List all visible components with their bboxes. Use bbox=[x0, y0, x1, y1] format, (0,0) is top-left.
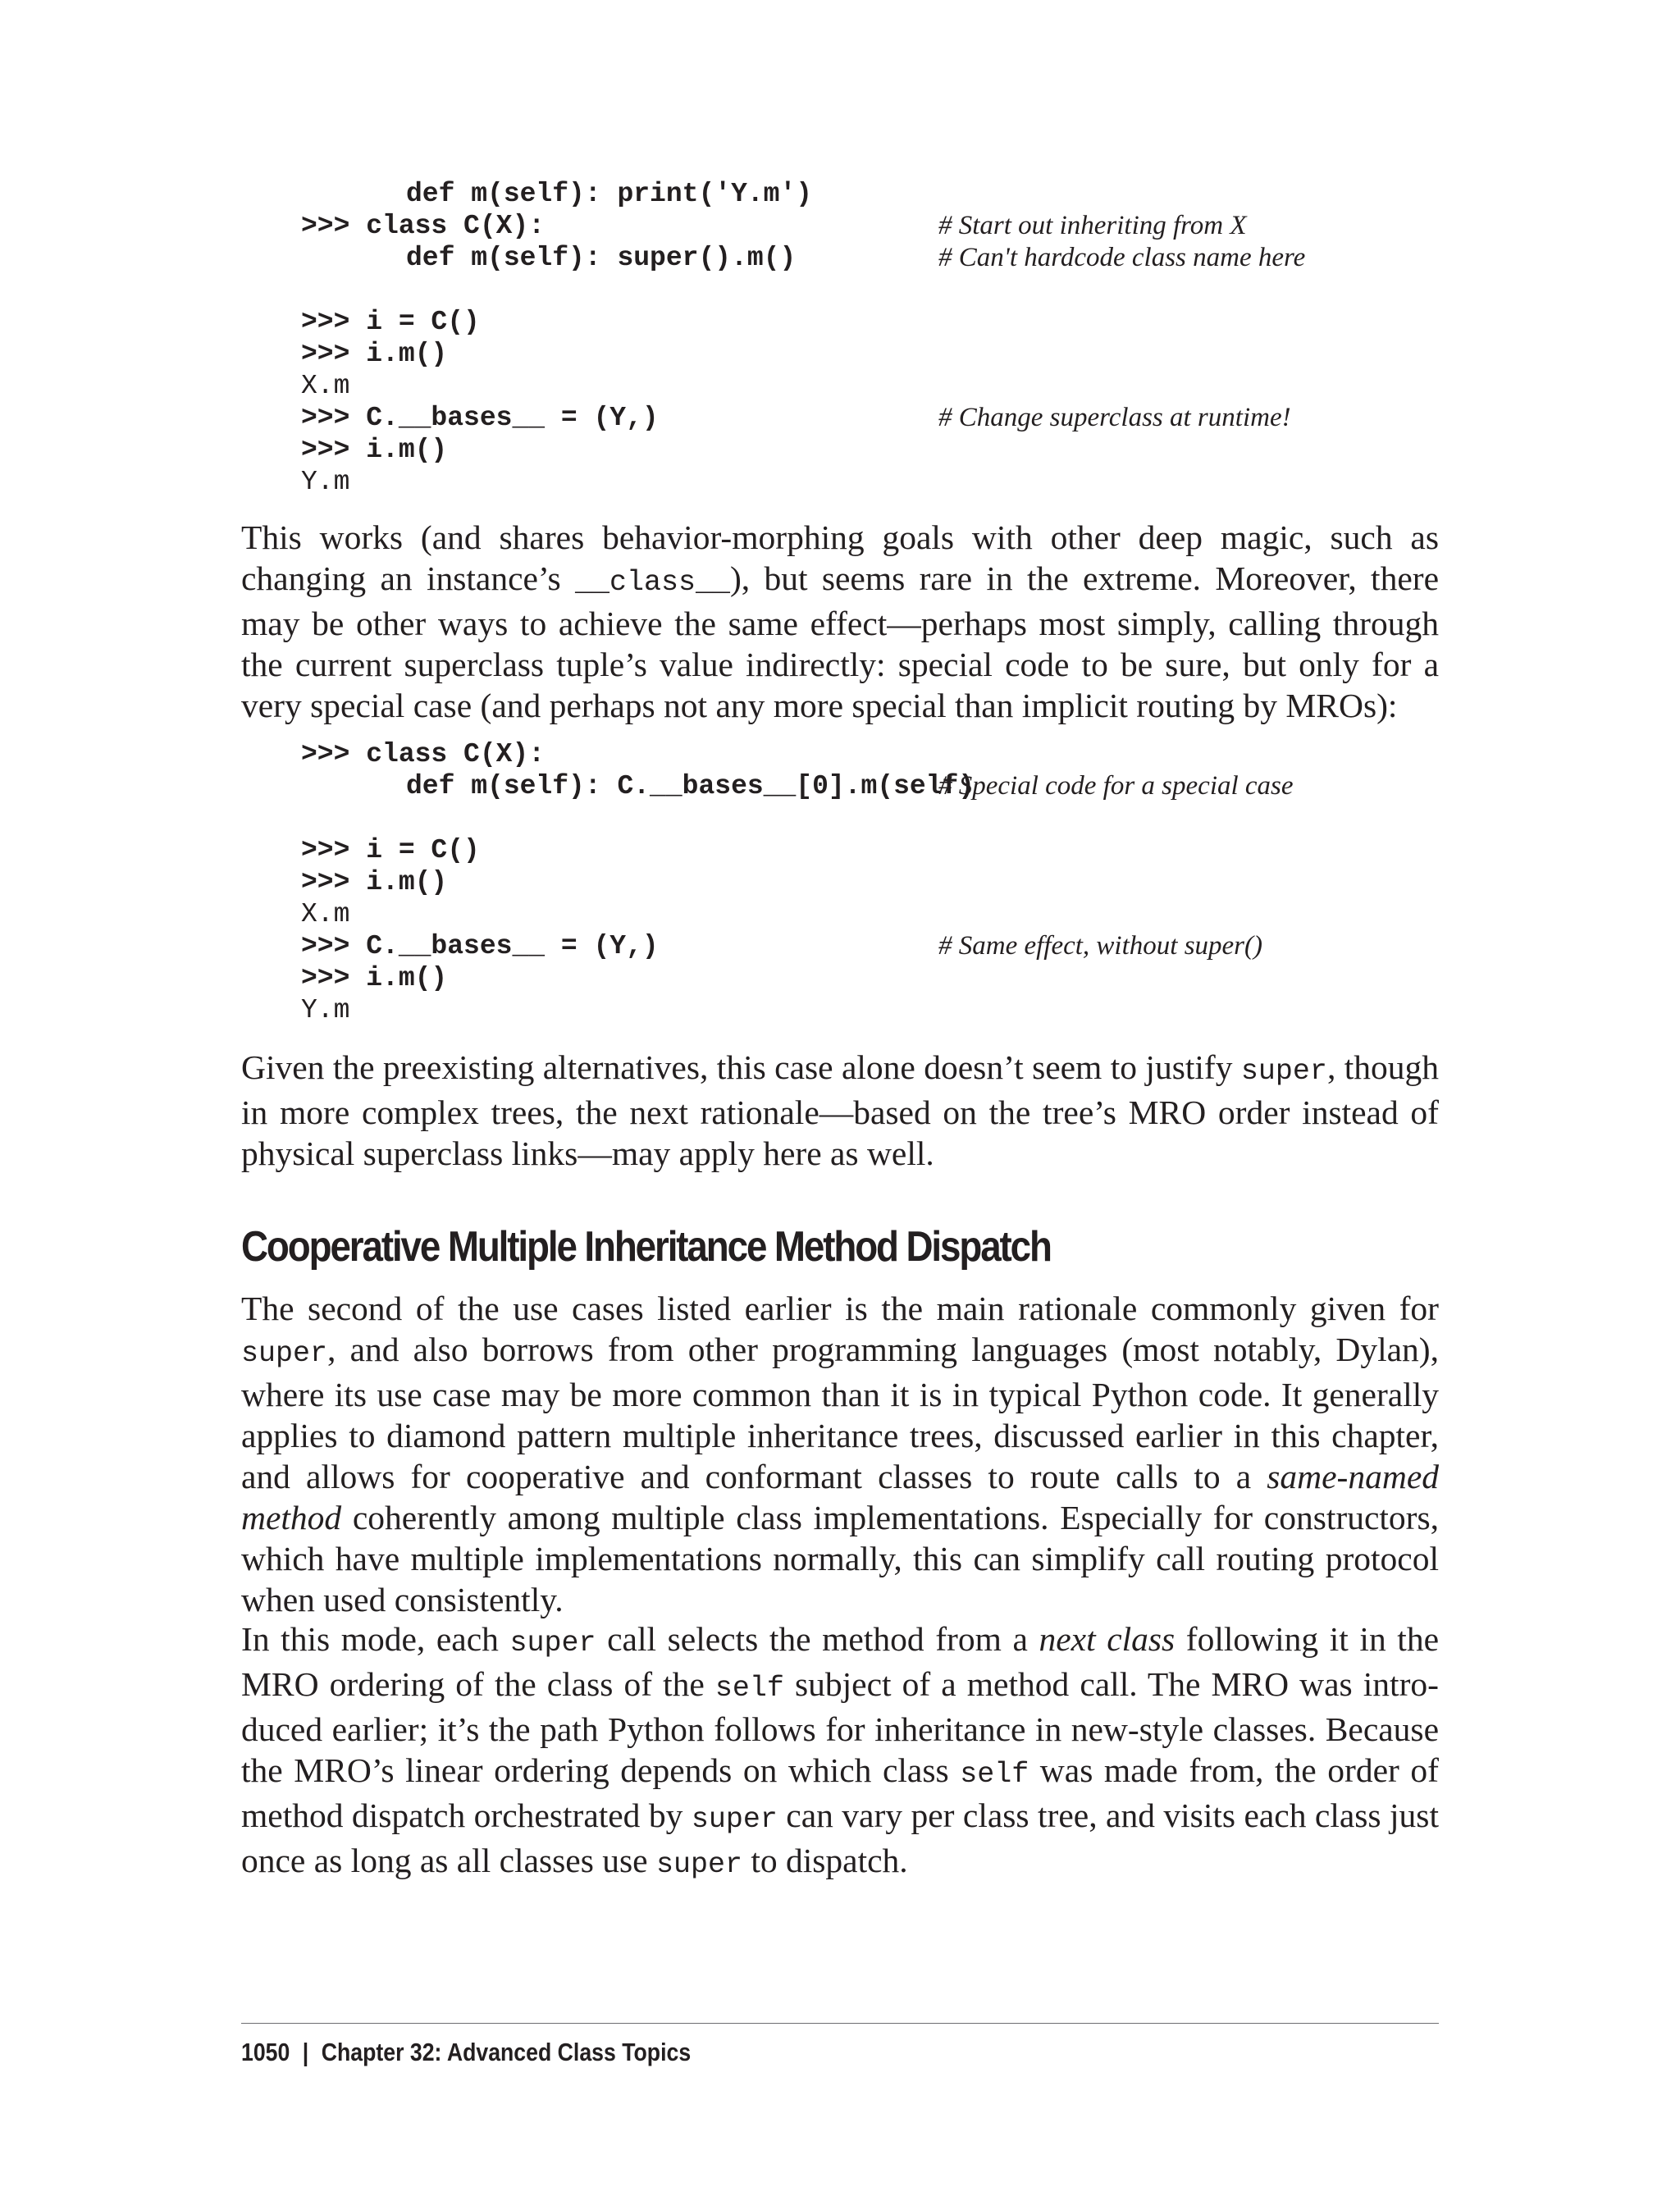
paragraph-1 bbox=[241, 517, 1439, 726]
code-text: def m(self): print('Y.m') bbox=[406, 179, 813, 209]
code-line bbox=[301, 434, 1449, 466]
text-run: call selects the method from a bbox=[596, 1620, 1039, 1658]
code-text: Y.m bbox=[301, 467, 350, 497]
code-comment: # Start out inheriting from X bbox=[938, 211, 1247, 240]
code-line bbox=[301, 866, 1449, 898]
code-text: >>> i.m() bbox=[301, 339, 448, 369]
paragraph-2 bbox=[241, 1047, 1439, 1174]
code-line bbox=[301, 738, 1449, 770]
text-run: to dispatch. bbox=[742, 1842, 908, 1879]
text-run: This works (and shares behavior-morphing goals with other deep magic, such as changing an instance’s bbox=[241, 518, 1439, 597]
section-heading: Cooperative Multiple Inheritance Method Dispatch bbox=[241, 1223, 1051, 1271]
inline-code: __class__ bbox=[574, 566, 730, 599]
code-text: >>> C.__bases__ = (Y,) bbox=[301, 931, 659, 961]
code-line bbox=[301, 898, 1449, 930]
code-text: >>> C.__bases__ = (Y,) bbox=[301, 403, 659, 433]
text-run: was made from, the order of method dispatch orchestrated by bbox=[241, 1751, 1439, 1834]
text-run: Given the preexisting alternatives, this case alone doesn’t seem to justify bbox=[241, 1048, 1241, 1086]
code-line bbox=[301, 466, 1449, 498]
page-footer bbox=[241, 2038, 691, 2067]
code-line bbox=[301, 402, 1449, 434]
text-run: coherently among multiple class implementations. Especially for constructors, which have multiple implementations normally, this can simplify call routing protocol when used consistently. bbox=[241, 1499, 1439, 1618]
emphasis: next class bbox=[1039, 1620, 1176, 1658]
page-number: 1050 bbox=[241, 2038, 290, 2066]
code-text: >>> class C(X): bbox=[301, 739, 546, 769]
code-line bbox=[301, 178, 1449, 210]
code-text: >>> i.m() bbox=[301, 963, 448, 993]
code-line bbox=[301, 306, 1449, 338]
text-run: In this mode, each bbox=[241, 1620, 510, 1658]
chapter-title: Chapter 32: Advanced Class Topics bbox=[321, 2038, 692, 2066]
code-text: >>> i = C() bbox=[301, 835, 480, 865]
text-run: following it in the MRO ordering of the class of the bbox=[241, 1620, 1439, 1703]
code-line bbox=[301, 994, 1449, 1026]
code-text: >>> i.m() bbox=[301, 435, 448, 465]
emphasis: same-named method bbox=[241, 1458, 1439, 1536]
paragraph-3 bbox=[241, 1288, 1439, 1620]
code-listing-2 bbox=[301, 738, 1449, 1026]
text-run: subject of a method call. The MRO was introduced earlier; it’s the path Python follows for inheritance in new-style classes. Because the MRO’s linear ordering depends on which class bbox=[241, 1665, 1439, 1789]
code-comment: # Special code for a special case bbox=[938, 771, 1294, 801]
footer-divider bbox=[241, 2023, 1439, 2024]
code-text: >>> i.m() bbox=[301, 867, 448, 897]
code-line bbox=[301, 770, 1449, 802]
code-line bbox=[301, 834, 1449, 866]
inline-code: super bbox=[655, 1848, 742, 1881]
inline-code: super bbox=[509, 1627, 596, 1659]
code-comment: # Can't hardcode class name here bbox=[938, 243, 1306, 272]
code-text: X.m bbox=[301, 371, 350, 401]
code-line bbox=[301, 930, 1449, 962]
code-comment: # Same effect, without super() bbox=[938, 931, 1263, 961]
code-text: X.m bbox=[301, 899, 350, 929]
code-text: def m(self): C.__bases__[0].m(self) bbox=[406, 771, 975, 801]
code-line bbox=[301, 274, 1449, 306]
code-text: def m(self): super().m() bbox=[406, 243, 797, 273]
footer-separator: | bbox=[302, 2038, 309, 2066]
code-line bbox=[301, 802, 1449, 834]
code-line bbox=[301, 242, 1449, 274]
code-listing-1 bbox=[301, 178, 1449, 498]
code-line bbox=[301, 370, 1449, 402]
code-line bbox=[301, 210, 1449, 242]
text-run: The second of the use cases listed earlier is the main rationale commonly given for bbox=[241, 1290, 1439, 1327]
inline-code: self bbox=[960, 1758, 1029, 1791]
code-comment: # Change superclass at runtime! bbox=[938, 403, 1291, 432]
inline-code: super bbox=[241, 1337, 328, 1370]
text-run: , though in more complex trees, the next rationale—based on the tree’s MRO order instead of physical superclass links—may apply here as well. bbox=[241, 1048, 1439, 1172]
code-line bbox=[301, 962, 1449, 994]
text-run: , and also borrows from other programming languages (most notably, Dylan), where its use case may be more common than it is in typical Python code. It generally applies to diamond pattern multiple inheritance trees, discussed earlier in this chapter, and allows for cooperative and conformant classes to route calls to a bbox=[241, 1331, 1439, 1495]
text-run: can vary per class tree, and visits each class just once as long as all classes use bbox=[241, 1796, 1439, 1879]
inline-code: super bbox=[1240, 1055, 1327, 1088]
text-run: ), but seems rare in the extreme. Moreover, there may be other ways to achieve the same effect—perhaps most simply, calling through the current superclass tuple’s value indirectly: special code to be sure, but only for a very special case (and perhaps not any more special than implicit routing by MROs): bbox=[241, 559, 1439, 724]
code-text: >>> i = C() bbox=[301, 307, 480, 337]
paragraph-4 bbox=[241, 1618, 1439, 1885]
code-line bbox=[301, 338, 1449, 370]
inline-code: super bbox=[691, 1803, 778, 1836]
code-text: Y.m bbox=[301, 995, 350, 1025]
code-text: >>> class C(X): bbox=[301, 211, 546, 241]
inline-code: self bbox=[714, 1672, 784, 1705]
